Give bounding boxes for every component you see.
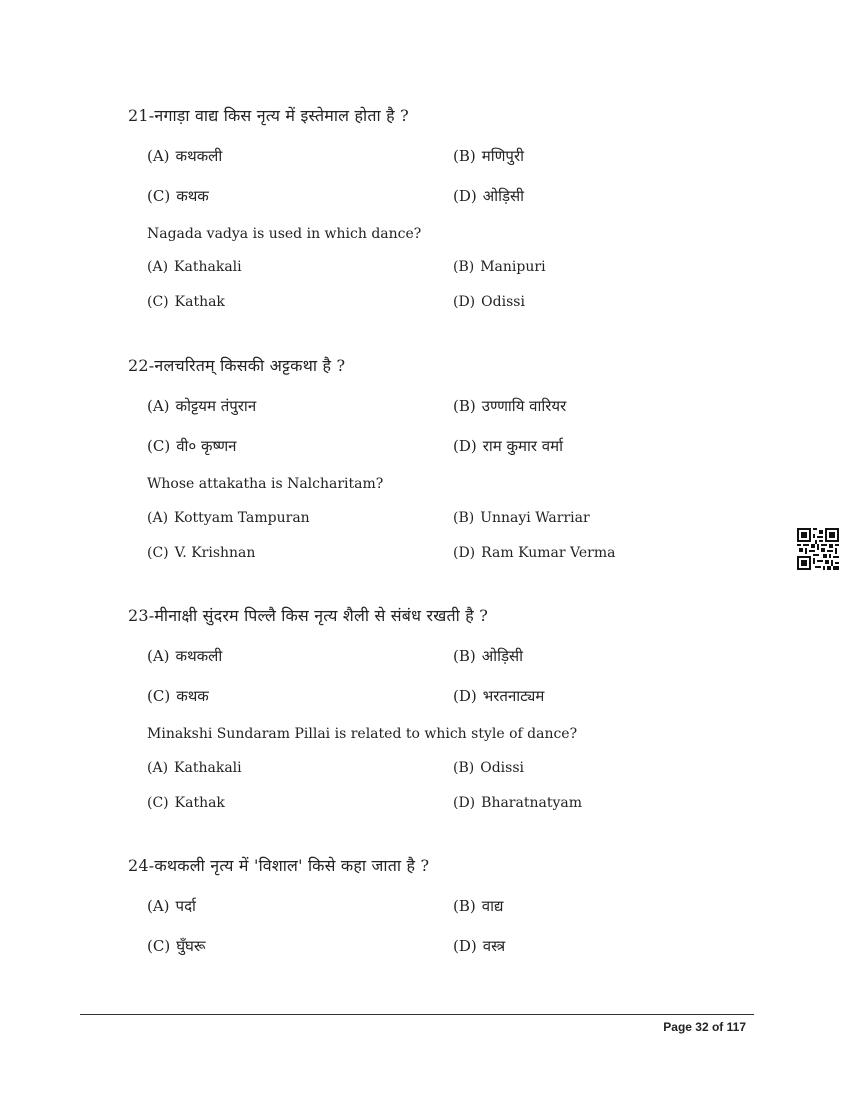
option-text: कथक — [176, 687, 209, 705]
question-title-hindi: 22-नलचरितम् किसकी अट्टकथा है ? — [128, 356, 346, 375]
question-title-hindi: 23-मीनाक्षी सुंदरम पिल्लै किस नृत्य शैली से संबंध रखती है ? — [128, 606, 488, 625]
option-letter: (D) — [453, 545, 476, 561]
option-text: राम कुमार वर्मा — [482, 437, 563, 455]
option-d-hindi — [453, 436, 563, 456]
option-letter: (D) — [453, 437, 477, 455]
option-d-english — [453, 795, 582, 811]
option-c-hindi — [147, 936, 206, 956]
option-letter: (B) — [453, 647, 476, 665]
option-b-hindi — [453, 896, 503, 916]
page-number: Page 32 of 117 — [663, 1020, 746, 1034]
option-letter: (C) — [147, 294, 169, 310]
option-a-english — [147, 510, 310, 526]
option-letter: (C) — [147, 687, 171, 705]
option-text: कथकली — [175, 647, 223, 665]
footer-divider — [80, 1014, 754, 1015]
option-letter: (D) — [453, 187, 477, 205]
option-letter: (A) — [147, 147, 170, 165]
option-letter: (C) — [147, 795, 169, 811]
option-d-hindi — [453, 936, 505, 956]
option-text: Kottyam Tampuran — [174, 510, 310, 526]
option-letter: (D) — [453, 687, 477, 705]
option-text: V. Krishnan — [174, 545, 256, 561]
question-title-hindi: 24-कथकली नृत्य में 'विशाल' किसे कहा जाता है ? — [128, 856, 430, 875]
option-letter: (C) — [147, 937, 171, 955]
option-letter: (A) — [147, 397, 170, 415]
option-text: Odissi — [481, 294, 525, 310]
option-a-english — [147, 259, 242, 275]
option-c-hindi — [147, 686, 209, 706]
option-letter: (A) — [147, 897, 170, 915]
option-a-hindi — [147, 396, 256, 416]
option-letter: (B) — [453, 760, 475, 776]
option-text: पर्दा — [175, 897, 196, 915]
option-b-hindi — [453, 646, 523, 666]
qr-code-icon — [797, 528, 839, 570]
option-letter: (D) — [453, 294, 476, 310]
option-d-english — [453, 545, 615, 561]
option-b-hindi — [453, 396, 566, 416]
option-c-english — [147, 545, 255, 561]
option-a-hindi — [147, 146, 222, 166]
option-letter: (B) — [453, 147, 476, 165]
option-letter: (A) — [147, 760, 169, 776]
option-letter: (B) — [453, 510, 475, 526]
option-d-hindi — [453, 686, 544, 706]
option-b-english — [453, 259, 546, 275]
option-letter: (B) — [453, 897, 476, 915]
question-title-english: Whose attakatha is Nalcharitam? — [147, 476, 384, 492]
option-a-hindi — [147, 896, 196, 916]
option-c-english — [147, 795, 225, 811]
option-d-english — [453, 294, 525, 310]
option-text: Unnayi Warriar — [480, 510, 590, 526]
option-text: Kathakali — [174, 259, 242, 275]
option-letter: (B) — [453, 259, 475, 275]
option-text: Kathak — [174, 294, 225, 310]
option-letter: (C) — [147, 437, 171, 455]
option-text: वस्त्र — [482, 937, 506, 955]
option-text: उण्णायि वारियर — [481, 397, 567, 415]
option-c-hindi — [147, 436, 237, 456]
option-text: वाद्य — [481, 897, 504, 915]
option-a-english — [147, 760, 242, 776]
option-b-hindi — [453, 146, 524, 166]
question-title-english: Minakshi Sundaram Pillai is related to which style of dance? — [147, 726, 578, 742]
option-text: कोट्टयम तंपुरान — [175, 397, 257, 415]
option-letter: (A) — [147, 510, 169, 526]
option-text: घुँघरू — [176, 937, 206, 955]
option-letter: (D) — [453, 795, 476, 811]
option-b-english — [453, 510, 590, 526]
option-letter: (B) — [453, 397, 476, 415]
option-letter: (C) — [147, 187, 171, 205]
option-text: वी० कृष्णन — [176, 437, 237, 455]
option-text: भरतनाट्यम — [482, 687, 545, 705]
option-text: Kathak — [174, 795, 225, 811]
option-c-hindi — [147, 186, 209, 206]
option-a-hindi — [147, 646, 222, 666]
option-b-english — [453, 760, 524, 776]
option-text: Manipuri — [480, 259, 546, 275]
option-text: कथकली — [175, 147, 223, 165]
question-title-hindi: 21-नगाड़ा वाद्य किस नृत्य में इस्तेमाल होता है ? — [128, 106, 409, 125]
option-letter: (D) — [453, 937, 477, 955]
option-letter: (A) — [147, 647, 170, 665]
option-text: Bharatnatyam — [481, 795, 582, 811]
option-text: Ram Kumar Verma — [481, 545, 616, 561]
option-text: ओड़िसी — [482, 187, 525, 205]
question-title-english: Nagada vadya is used in which dance? — [147, 226, 422, 242]
option-c-english — [147, 294, 225, 310]
option-text: Odissi — [480, 760, 524, 776]
option-d-hindi — [453, 186, 524, 206]
option-letter: (A) — [147, 259, 169, 275]
option-text: ओड़िसी — [481, 647, 524, 665]
option-text: मणिपुरी — [481, 147, 524, 165]
option-text: कथक — [176, 187, 209, 205]
option-text: Kathakali — [174, 760, 242, 776]
option-letter: (C) — [147, 545, 169, 561]
